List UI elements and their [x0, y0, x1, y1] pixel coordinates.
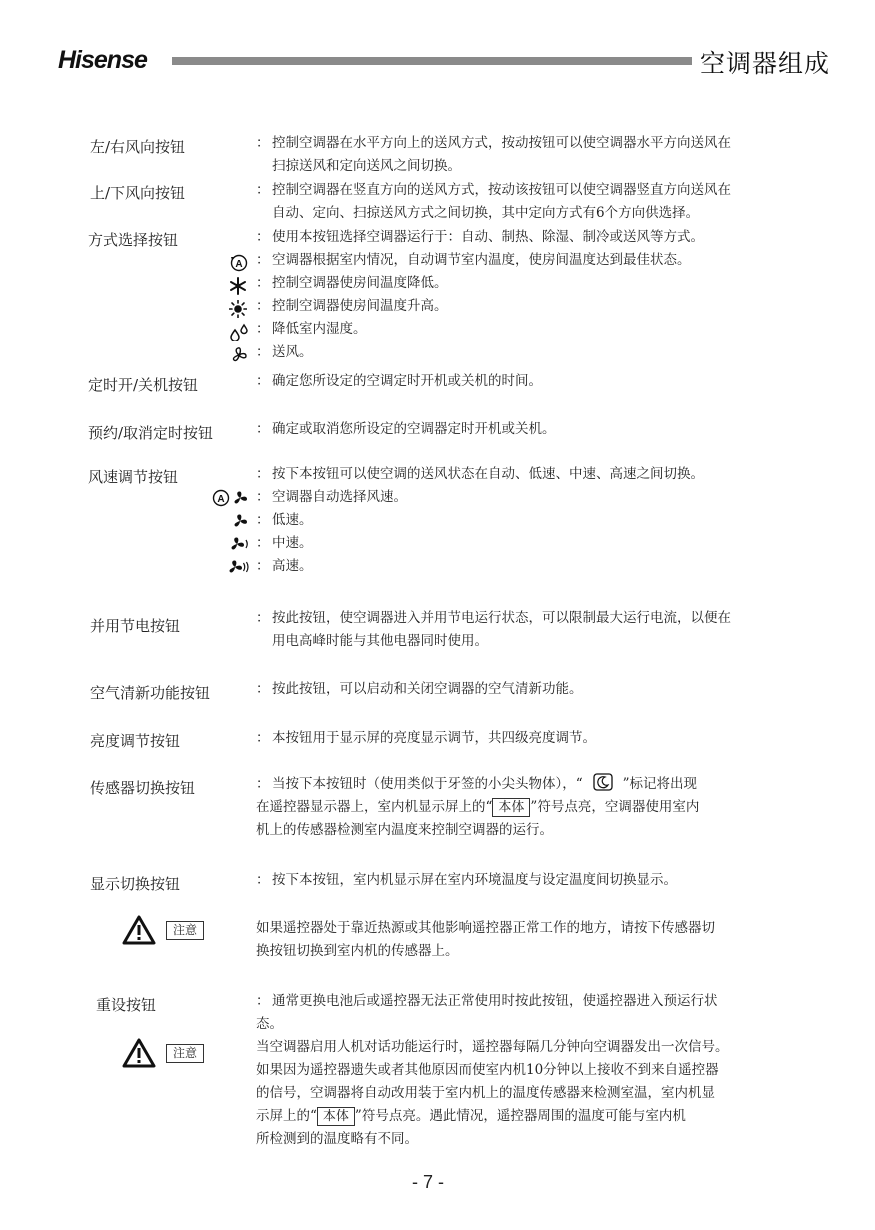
desc-cancel-timer: ： 确定或取消您所设定的空调器定时开机或关机。 — [256, 421, 556, 437]
fan-icon — [229, 346, 249, 364]
fan-mid-icon — [228, 535, 250, 553]
label-reset: 重设按钮 — [96, 996, 157, 1014]
header-bar — [172, 57, 692, 65]
label-lr: 左/右风向按钮 — [90, 138, 186, 156]
fan-high-icon — [226, 558, 252, 576]
desc-lr: ： 控制空调器在水平方向上的送风方式，按动按钮可以使空调器水平方向送风在 扫掠送风和定向送风之间切换。 — [256, 135, 731, 174]
page-number: - 7 - — [412, 1172, 445, 1192]
fan-low-icon — [231, 512, 249, 530]
sun-icon — [229, 300, 247, 318]
body-indicator-box: 本体 — [492, 798, 530, 817]
label-fan-speed: 风速调节按钮 — [88, 468, 179, 486]
water-drops-icon — [229, 323, 249, 341]
desc-ud: ： 控制空调器在竖直方向的送风方式，按动该按钮可以使空调器竖直方向送风在 自动、定向、扫掠送风方式之间切换，其中定向方式有6个方向供选择。 — [256, 182, 731, 221]
desc-sensor: ： 当按下本按钮时（使用类似于牙签的小尖头物体），“ ”标记将出现 在遥控器显示器上，室内机显示屏上的“ 本体 ”符号点亮，空调器使用室内 机上的传感器检测室内温度来控制空调器的运行。 — [256, 773, 699, 842]
desc-caution-1: 如果遥控器处于靠近热源或其他影响遥控器正常工作的地方，请按下传感器切 换按钮切换到室内机的传感器上。 — [256, 920, 715, 959]
snowflake-icon — [229, 277, 247, 295]
desc-mode: ： 使用本按钮选择空调器运行于：自动、制热、除湿、制冷或送风等方式。 ： 空调器根据室内情况，自动调节室内温度，使房间温度达到最佳状态。 ： 控制空调器使房间温度降低。 ： 控制空调器使房间温度升高。 ： 降低室内湿度。 ： 送风。 — [256, 229, 704, 360]
label-ud: 上/下风向按钮 — [90, 184, 186, 202]
svg-text:A: A — [217, 494, 225, 505]
label-cancel-timer: 预约/取消定时按钮 — [88, 424, 214, 442]
desc-fan-speed: ： 按下本按钮可以使空调的送风状态在自动、低速、中速、高速之间切换。 ： 空调器自动选择风速。 ： 低速。 ： 中速。 ： 高速。 — [256, 466, 704, 574]
svg-text:A: A — [235, 259, 243, 270]
label-display-switch: 显示切换按钮 — [90, 875, 181, 893]
label-power-save: 并用节电按钮 — [90, 617, 181, 635]
body-indicator-box: 本体 — [317, 1107, 355, 1126]
label-air-fresh: 空气清新功能按钮 — [90, 684, 211, 702]
desc-display-switch: ： 按下本按钮，室内机显示屏在室内环境温度与设定温度间切换显示。 — [256, 872, 677, 888]
caution-label: 注意 — [166, 1044, 204, 1063]
brand-logo: Hisense — [58, 46, 147, 74]
label-mode: 方式选择按钮 — [88, 231, 179, 249]
page-title: 空调器组成 — [700, 49, 831, 78]
desc-air-fresh: ： 按此按钮，可以启动和关闭空调器的空气清新功能。 — [256, 681, 583, 697]
label-sensor: 传感器切换按钮 — [90, 779, 196, 797]
warning-triangle-icon — [122, 1038, 156, 1068]
caution-label: 注意 — [166, 921, 204, 940]
auto-mode-icon — [229, 254, 249, 272]
desc-caution-2: 当空调器启用人机对话功能运行时，遥控器每隔几分钟向空调器发出一次信号。 如果因为遥控器遗失或者其他原因而使室内机10分钟以上接收不到来自遥控器 的信号，空调器将自动改用装于室内机上的温度传感器来检测室温，室内机显 示屏上的“ 本体 ”符号点亮。遇此情况，遥控器周围的温度可能与室内机 所检测到的温度略有不同。 — [256, 1039, 729, 1147]
desc-reset: ： 通常更换电池后或遥控器无法正常使用时按此按钮，使遥控器进入预运行状 态。 — [256, 993, 718, 1032]
caution-note-1 — [122, 915, 204, 945]
warning-triangle-icon — [122, 915, 156, 945]
desc-power-save: ： 按此按钮，使空调器进入并用节电运行状态，可以限制最大运行电流，以便在 用电高峰时能与其他电器同时使用。 — [256, 610, 731, 649]
caution-note-2 — [122, 1038, 204, 1068]
label-timer: 定时开/关机按钮 — [88, 376, 199, 394]
auto-fan-icon — [212, 489, 250, 507]
label-brightness: 亮度调节按钮 — [90, 732, 181, 750]
sensor-mark-icon — [593, 773, 613, 791]
desc-brightness: ： 本按钮用于显示屏的亮度显示调节，共四级亮度调节。 — [256, 730, 596, 746]
desc-timer: ： 确定您所设定的空调定时开机或关机的时间。 — [256, 373, 542, 389]
